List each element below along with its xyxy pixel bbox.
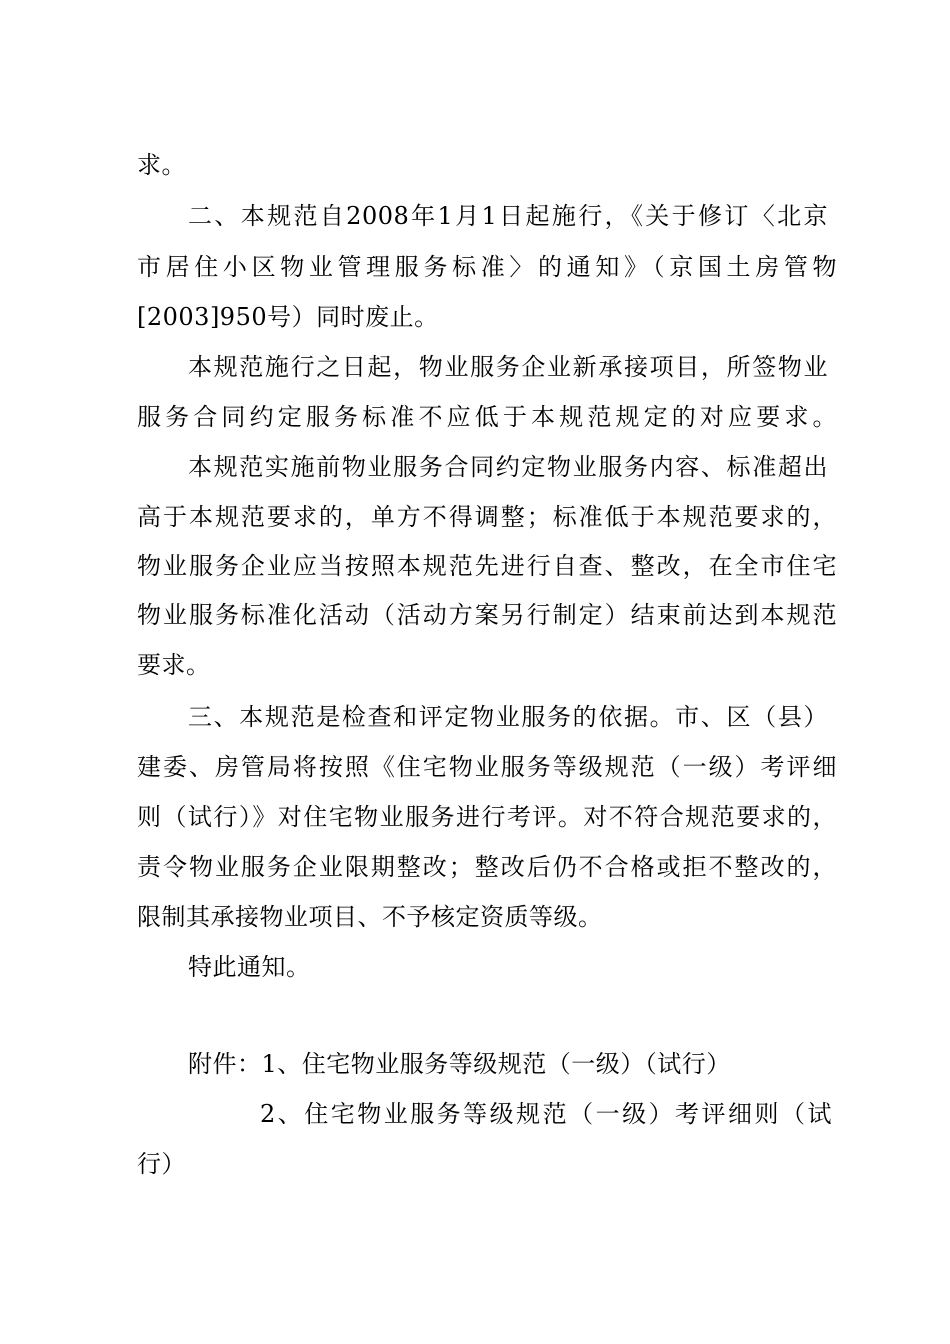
attachment-line: 2、住宅物业服务等级规范（一级）考评细则（试	[260, 1100, 832, 1128]
text-line: 二、本规范自2008年1月1日起施行，《关于修订〈北京	[188, 202, 828, 230]
text-line: 建委、房管局将按照《住宅物业服务等级规范（一级）考评细	[137, 753, 837, 781]
text-line: 市居住小区物业管理服务标准〉的通知》（京国土房管物	[137, 253, 837, 281]
closing-line: 特此通知。	[188, 953, 311, 981]
attachment-line: 行）	[137, 1150, 186, 1178]
text-line: 物业服务标准化活动（活动方案另行制定）结束前达到本规范	[137, 601, 837, 629]
text-line: 求。	[137, 151, 186, 179]
text-line: 要求。	[137, 651, 211, 679]
text-line: 三、本规范是检查和评定物业服务的依据。市、区（县）	[188, 703, 828, 731]
text-line: 高于本规范要求的，单方不得调整；标准低于本规范要求的，	[137, 503, 837, 531]
text-line: 本规范施行之日起，物业服务企业新承接项目，所签物业	[188, 353, 828, 381]
text-line: [2003]950号）同时废止。	[137, 303, 439, 331]
text-line: 物业服务企业应当按照本规范先进行自查、整改，在全市住宅	[137, 552, 837, 580]
text-line: 服务合同约定服务标准不应低于本规范规定的对应要求。	[137, 403, 837, 431]
attachment-line: 附件：1、住宅物业服务等级规范（一级）（试行）	[188, 1050, 731, 1078]
text-line: 本规范实施前物业服务合同约定物业服务内容、标准超出	[188, 453, 828, 481]
text-line: 则（试行）》对住宅物业服务进行考评。对不符合规范要求的，	[137, 803, 837, 831]
text-line: 责令物业服务企业限期整改；整改后仍不合格或拒不整改的，	[137, 853, 837, 881]
text-line: 限制其承接物业项目、不予核定资质等级。	[137, 903, 603, 931]
